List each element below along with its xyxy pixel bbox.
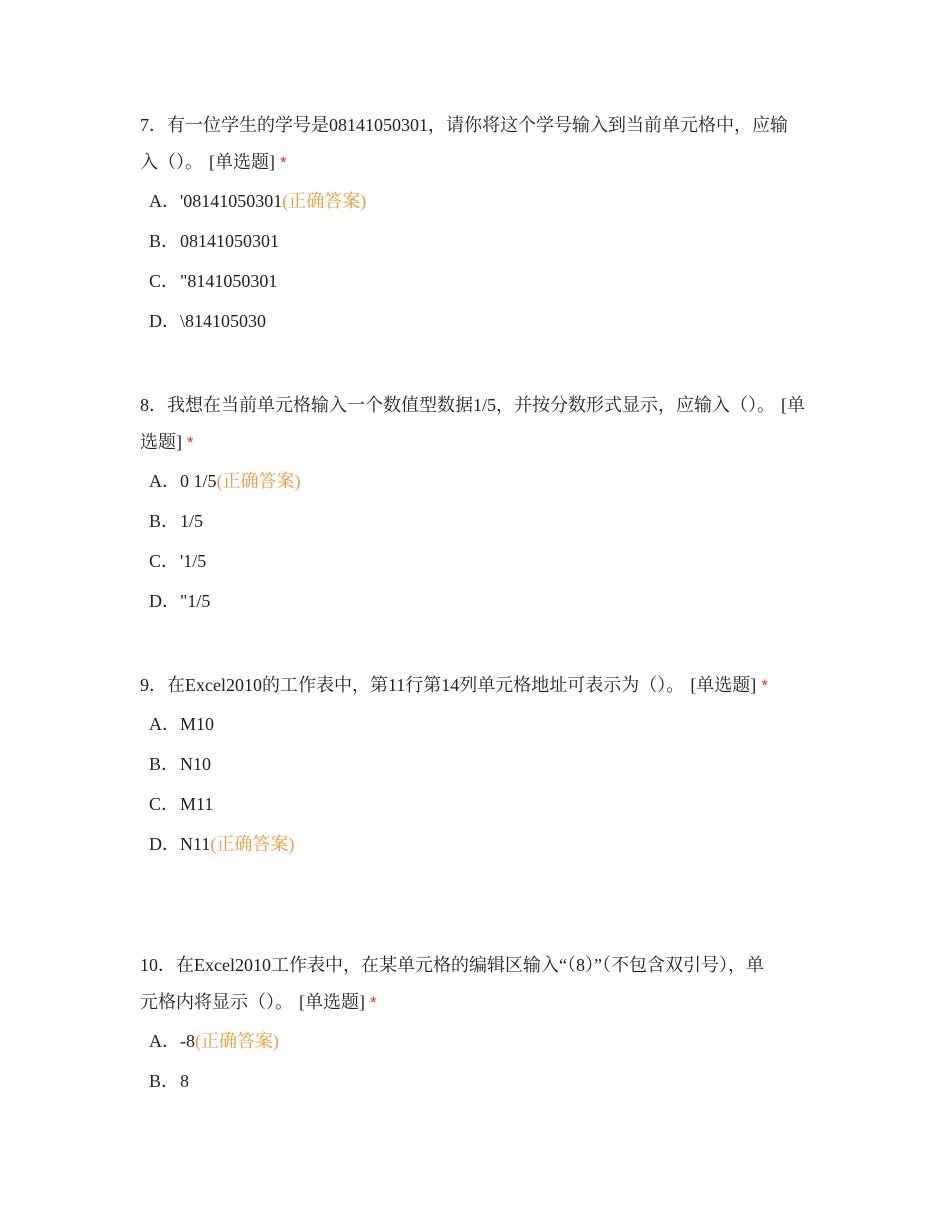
options-list [140,1029,770,1093]
option-b[interactable] [140,752,805,776]
question-10 [140,947,770,1109]
option-c[interactable] [140,549,810,573]
option-letter: B． [149,231,180,251]
option-a[interactable] [140,189,805,213]
option-a[interactable] [140,712,805,736]
question-7 [140,107,805,349]
question-text: 10．在Excel2010工作表中，在某单元格的编辑区输入“（8）”（不包含双引号），单元格内将显示（）。 [140,955,764,1012]
option-d[interactable] [140,309,805,333]
question-9 [140,667,805,872]
required-mark: * [187,433,194,452]
option-letter: D． [149,591,180,611]
question-type: [单选题] [209,152,275,172]
correct-answer-tag: (正确答案) [282,191,367,211]
option-letter: B． [149,1071,180,1091]
required-mark: * [761,676,768,695]
question-text: 9．在Excel2010的工作表中，第11行第14列单元格地址可表示为（）。 [140,675,685,695]
option-text: N11 [180,834,211,854]
option-letter: C． [149,794,180,814]
option-d[interactable] [140,589,810,613]
option-letter: C． [149,271,180,291]
required-mark: * [280,153,287,172]
option-letter: A． [149,1031,180,1051]
option-text: "1/5 [180,591,211,611]
option-text: "8141050301 [180,271,278,291]
question-text: 8．我想在当前单元格输入一个数值型数据1/5，并按分数形式显示，应输入（）。 [140,395,775,415]
question-title [140,387,810,461]
option-text: 1/5 [180,511,204,531]
question-title [140,107,805,181]
option-b[interactable] [140,1069,770,1093]
option-b[interactable] [140,509,810,533]
option-text: '08141050301 [180,191,283,211]
question-title [140,667,805,704]
option-letter: D． [149,311,180,331]
options-list [140,712,805,856]
option-text: 8 [180,1071,189,1091]
question-type: [单选题] [140,395,805,452]
option-text: 0 1/5 [180,471,217,491]
question-type: [单选题] [299,992,365,1012]
option-text: '1/5 [180,551,207,571]
question-title [140,947,770,1021]
option-c[interactable] [140,269,805,293]
option-letter: C． [149,551,180,571]
option-text: 08141050301 [180,231,279,251]
question-text: 7．有一位学生的学号是08141050301，请你将这个学号输入到当前单元格中，应输入（）。 [140,115,788,172]
option-b[interactable] [140,229,805,253]
option-c[interactable] [140,792,805,816]
option-a[interactable] [140,469,810,493]
option-letter: A． [149,714,180,734]
question-type: [单选题] [690,675,757,695]
option-text: \814105030 [180,311,267,331]
option-text: N10 [180,754,211,774]
correct-answer-tag: (正确答案) [216,471,301,491]
option-letter: D． [149,834,180,854]
option-text: M11 [180,794,214,814]
options-list [140,469,810,613]
required-mark: * [370,993,377,1012]
correct-answer-tag: (正确答案) [210,834,295,854]
question-8 [140,387,810,629]
options-list [140,189,805,333]
option-letter: B． [149,511,180,531]
option-letter: B． [149,754,180,774]
option-d[interactable] [140,832,805,856]
correct-answer-tag: (正确答案) [195,1031,279,1051]
option-a[interactable] [140,1029,770,1053]
option-text: M10 [180,714,215,734]
option-letter: A． [149,191,180,211]
option-text: -8 [180,1031,195,1051]
option-letter: A． [149,471,180,491]
